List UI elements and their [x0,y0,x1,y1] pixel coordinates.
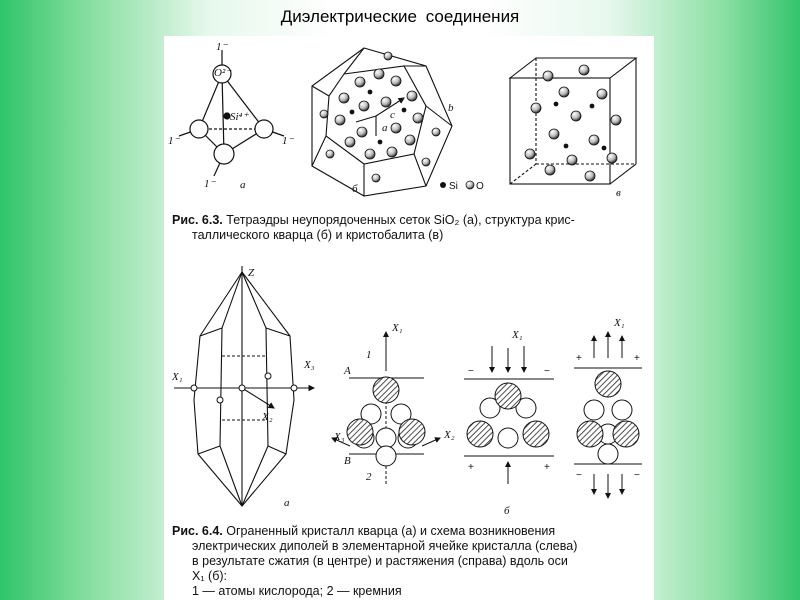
charge-label: 1⁻ [168,135,180,147]
caption-text: в результате сжатия (в центре) и растяжения (справа) вдоль оси [192,554,568,568]
compression-cell-scheme [464,346,554,484]
ion-o-label: O²⁻ [214,67,232,79]
slide-title: Диэлектрические соединения [280,7,520,26]
axis-x1-label: X₁ [614,317,625,329]
quartz-atoms [320,52,440,182]
caption-text: Тетраэдры неупорядоченных сеток SiO₂ (а), структура крис- [226,213,575,227]
caption-text: X₁ (б): [192,569,227,583]
caption-text: таллического кварца (б) и кристобалита (в) [192,228,444,242]
panel-b-label: б [504,505,510,517]
minus-sign: − [634,470,640,481]
axis-a-label: a [382,122,388,134]
caption-label: Рис. 6.3. [172,213,223,227]
axis-b-label: b [448,102,454,114]
panel-b-label: б [352,183,358,195]
plus-sign: + [544,462,550,473]
minus-sign: − [576,470,582,481]
axis-z-label: Z [248,267,255,279]
panel-a-label: а [240,179,246,191]
minus-sign: − [544,366,550,377]
caption-text: Ограненный кристалл кварца (а) и схема возникновения [226,524,556,538]
o-legend-ball [466,181,474,189]
oxygen-number-label: 1 [366,349,372,361]
axis-x2-label: X₂ [262,411,273,423]
charge-label: 1⁻ [204,178,216,190]
axis-x1-label: X₁ [392,322,403,334]
panel-a-label: а [284,497,290,509]
minus-sign: − [468,366,474,377]
silicon-number-label: 2 [366,471,372,483]
caption-label: Рис. 6.4. [172,524,223,538]
plus-sign: + [468,462,474,473]
figure-6-3-caption [172,213,650,243]
scanned-figure-panel [164,36,654,600]
legend-o: O [476,181,484,192]
plus-sign: + [576,353,582,364]
panel-c-label: в [616,187,621,199]
legend-si: Si [449,181,458,192]
plane-a-label: A [344,365,351,377]
plus-sign: + [634,353,640,364]
caption-text: электрических диполей в элементарной ячейке кристалла (слева) [192,539,578,553]
charge-label: 1⁻ [216,41,228,53]
axis-x1-label: X₁ [172,371,183,383]
axis-x3-label: X₃ [304,359,315,371]
axis-x2-label: X₂ [444,429,455,441]
axis-x3-label: X₃ [334,431,345,443]
tension-cell-scheme [574,332,642,498]
axis-x1-label: X₁ [512,329,523,341]
figure-6-4-caption [172,524,650,599]
plane-b-label: B [344,455,351,467]
si-legend-dot [440,182,446,188]
ion-si-label: Si⁴⁺ [230,111,249,123]
caption-text: 1 — атомы кислорода; 2 — кремния [192,584,402,598]
axis-c-label: c [390,109,395,121]
charge-label: 1⁻ [282,135,294,147]
figures-drawing [164,36,654,600]
